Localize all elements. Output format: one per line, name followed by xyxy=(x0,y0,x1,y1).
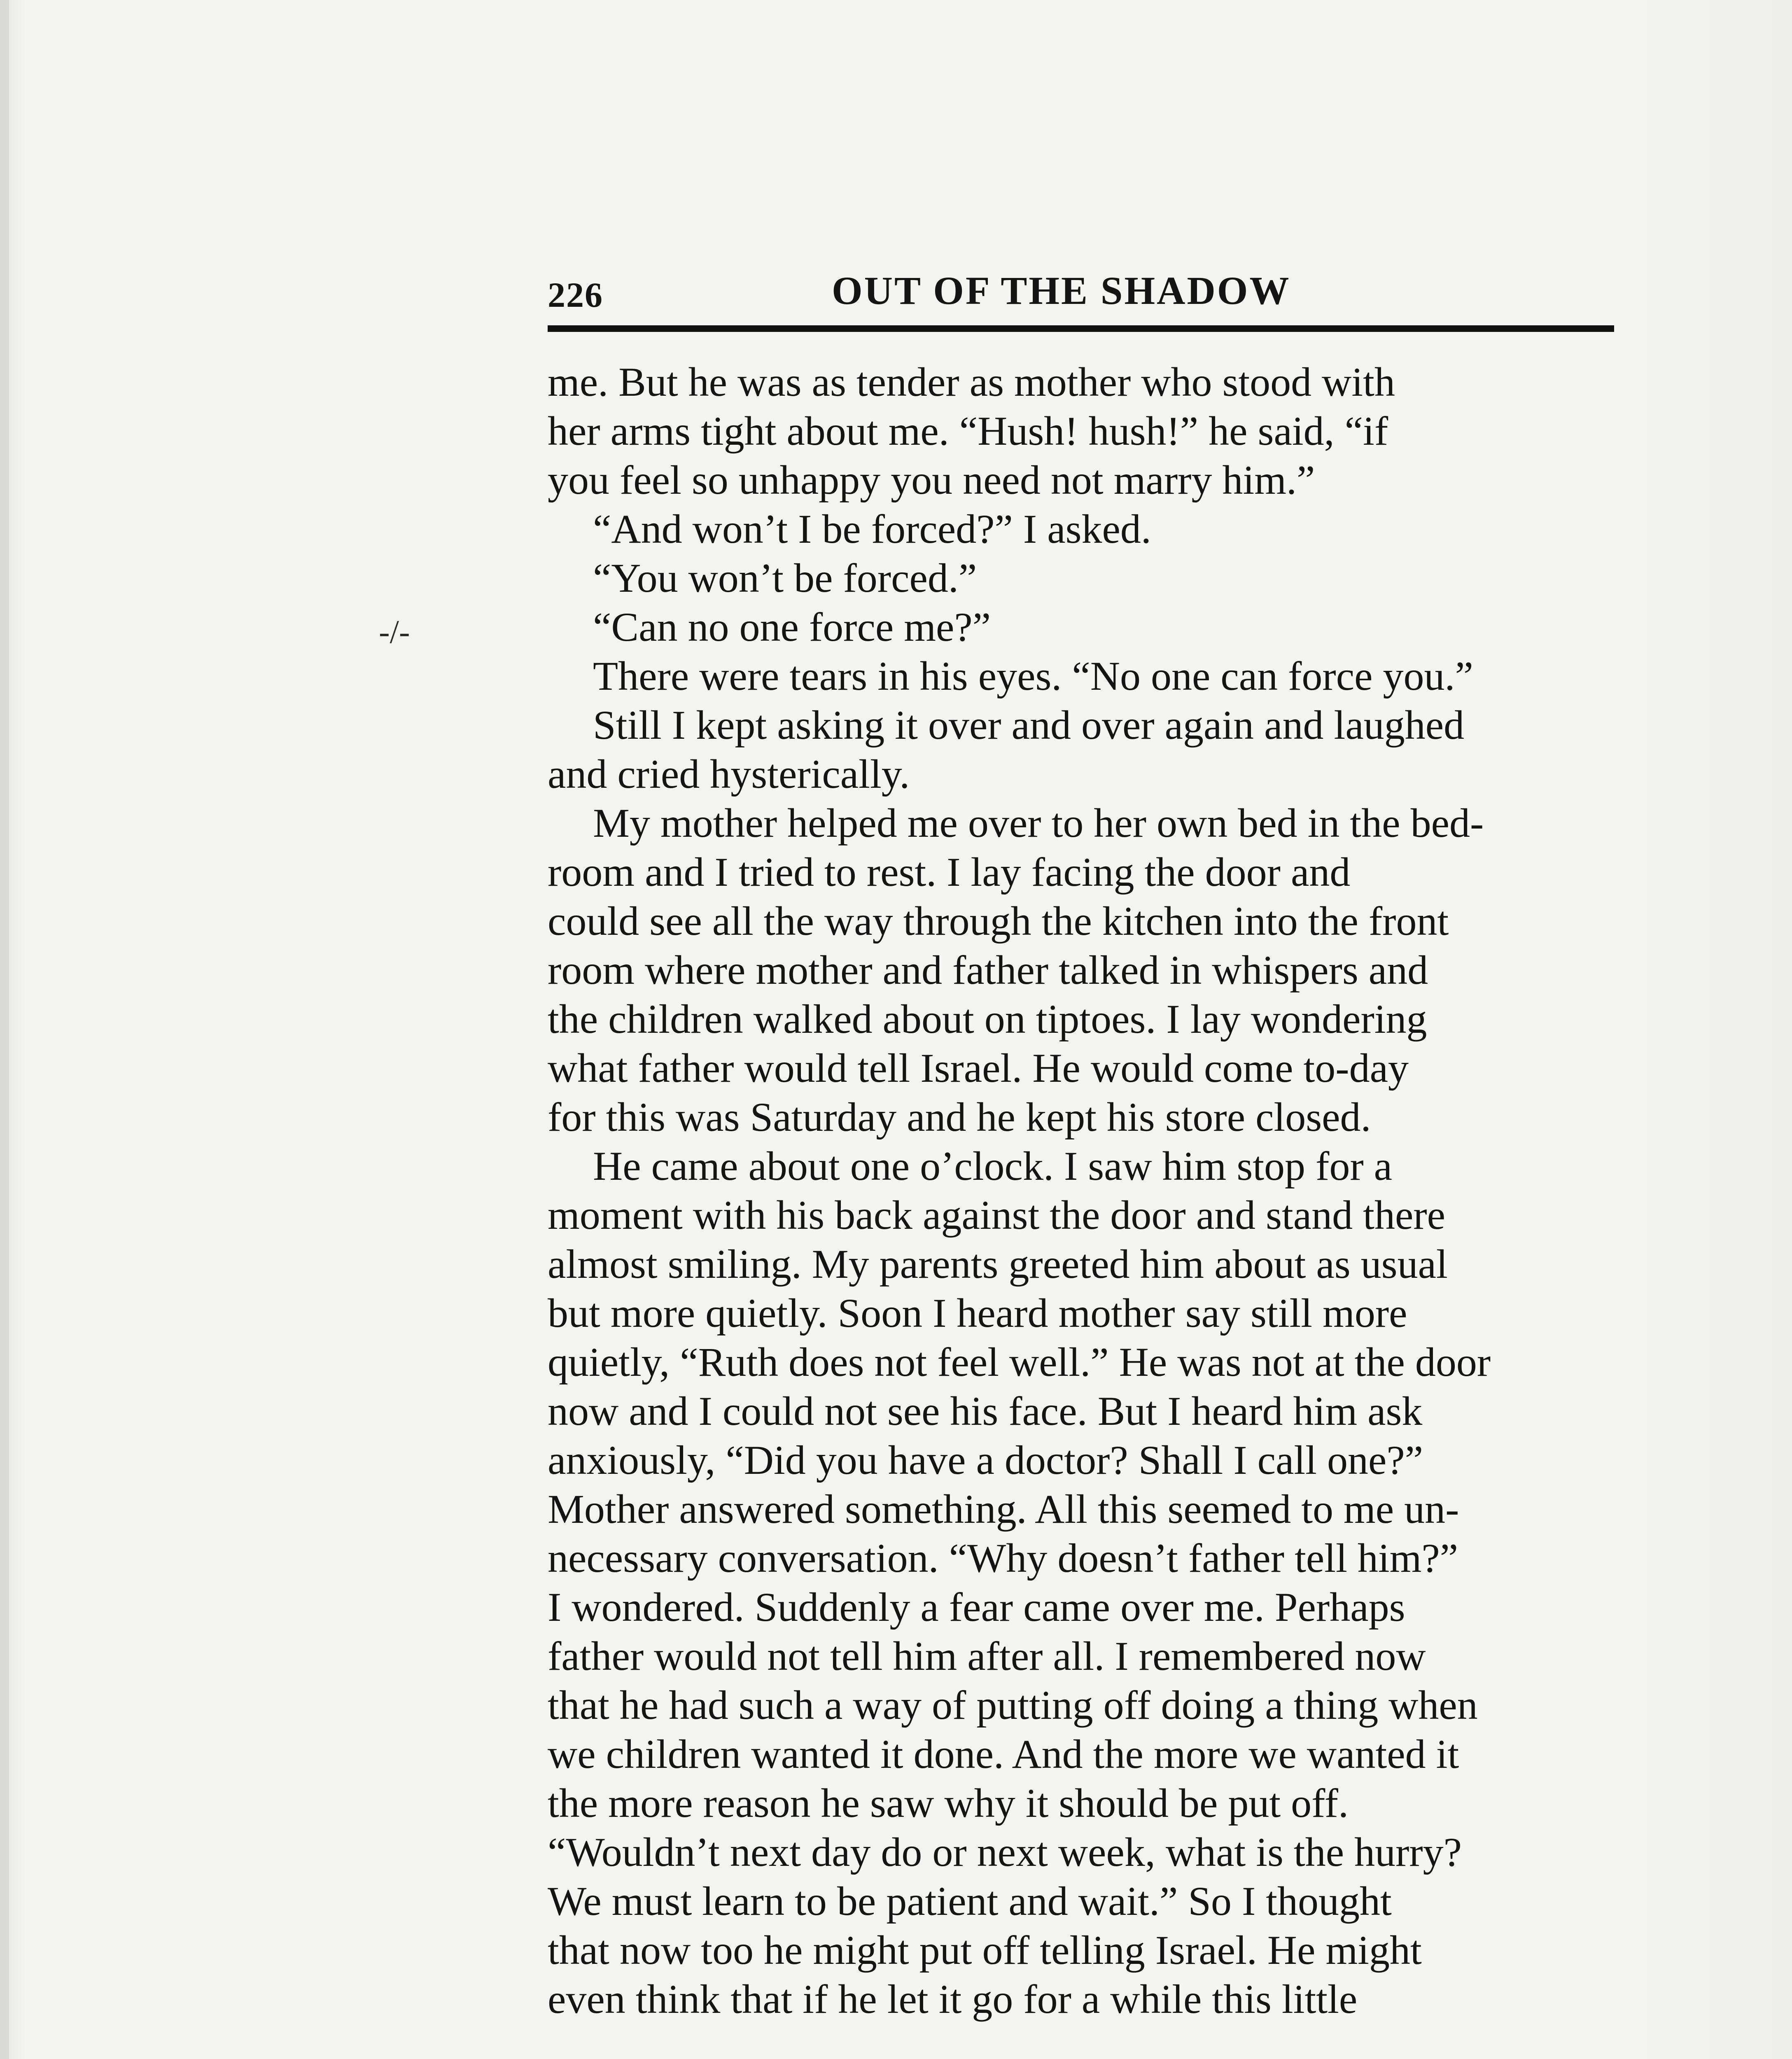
text-line: even think that if he let it go for a while this little xyxy=(548,1976,1358,2022)
text-line: necessary conversation. “Why doesn’t father tell him?” xyxy=(548,1535,1458,1581)
text-line: “Wouldn’t next day do or next week, what is the hurry? xyxy=(548,1829,1462,1875)
text-line: me. But he was as tender as mother who stood with xyxy=(548,359,1395,405)
text-line: and cried hysterically. xyxy=(548,751,910,797)
text-line: you feel so unhappy you need not marry him.” xyxy=(548,457,1315,503)
text-line: room and I tried to rest. I lay facing the door and xyxy=(548,849,1351,895)
page-edge xyxy=(0,0,9,2059)
body-text xyxy=(548,357,1614,2024)
text-line: There were tears in his eyes. “No one can force you.” xyxy=(593,653,1473,699)
text-line: that now too he might put off telling Israel. He might xyxy=(548,1927,1422,1973)
text-line: We must learn to be patient and wait.” So I thought xyxy=(548,1878,1392,1924)
text-line: we children wanted it done. And the more we wanted it xyxy=(548,1731,1459,1777)
text-line: I wondered. Suddenly a fear came over me. Perhaps xyxy=(548,1584,1405,1630)
margin-annotation-mark: -/- xyxy=(379,614,410,650)
text-line: moment with his back against the door and stand there xyxy=(548,1192,1446,1238)
text-line: “And won’t I be forced?” I asked. xyxy=(593,506,1151,552)
running-title: OUT OF THE SHADOW xyxy=(832,268,1291,313)
text-line: but more quietly. Soon I heard mother say still more xyxy=(548,1290,1407,1336)
text-line: almost smiling. My parents greeted him about as usual xyxy=(548,1241,1448,1287)
text-line: Mother answered something. All this seemed to me un- xyxy=(548,1486,1459,1532)
text-line: her arms tight about me. “Hush! hush!” he said, “if xyxy=(548,408,1388,454)
text-line: Still I kept asking it over and over again and laughed xyxy=(593,702,1465,748)
text-line: My mother helped me over to her own bed in the bed- xyxy=(593,800,1484,846)
page-number: 226 xyxy=(548,275,603,315)
text-line: the more reason he saw why it should be put off. xyxy=(548,1780,1349,1826)
text-line: could see all the way through the kitchen into the front xyxy=(548,898,1449,944)
text-line: what father would tell Israel. He would come to-day xyxy=(548,1045,1409,1091)
page-header xyxy=(548,264,1614,332)
text-line: room where mother and father talked in whispers and xyxy=(548,947,1428,993)
text-line: “Can no one force me?” xyxy=(593,604,991,650)
text-line: the children walked about on tiptoes. I lay wondering xyxy=(548,996,1427,1042)
text-line: anxiously, “Did you have a doctor? Shall I call one?” xyxy=(548,1437,1423,1483)
text-line: quietly, “Ruth does not feel well.” He was not at the door xyxy=(548,1339,1491,1385)
text-line: now and I could not see his face. But I heard him ask xyxy=(548,1388,1423,1434)
text-line: that he had such a way of putting off doing a thing when xyxy=(548,1682,1478,1728)
text-line: father would not tell him after all. I remembered now xyxy=(548,1633,1426,1679)
text-line: He came about one o’clock. I saw him stop for a xyxy=(593,1143,1393,1189)
text-line: for this was Saturday and he kept his store closed. xyxy=(548,1094,1371,1140)
text-line: “You won’t be forced.” xyxy=(593,555,977,601)
